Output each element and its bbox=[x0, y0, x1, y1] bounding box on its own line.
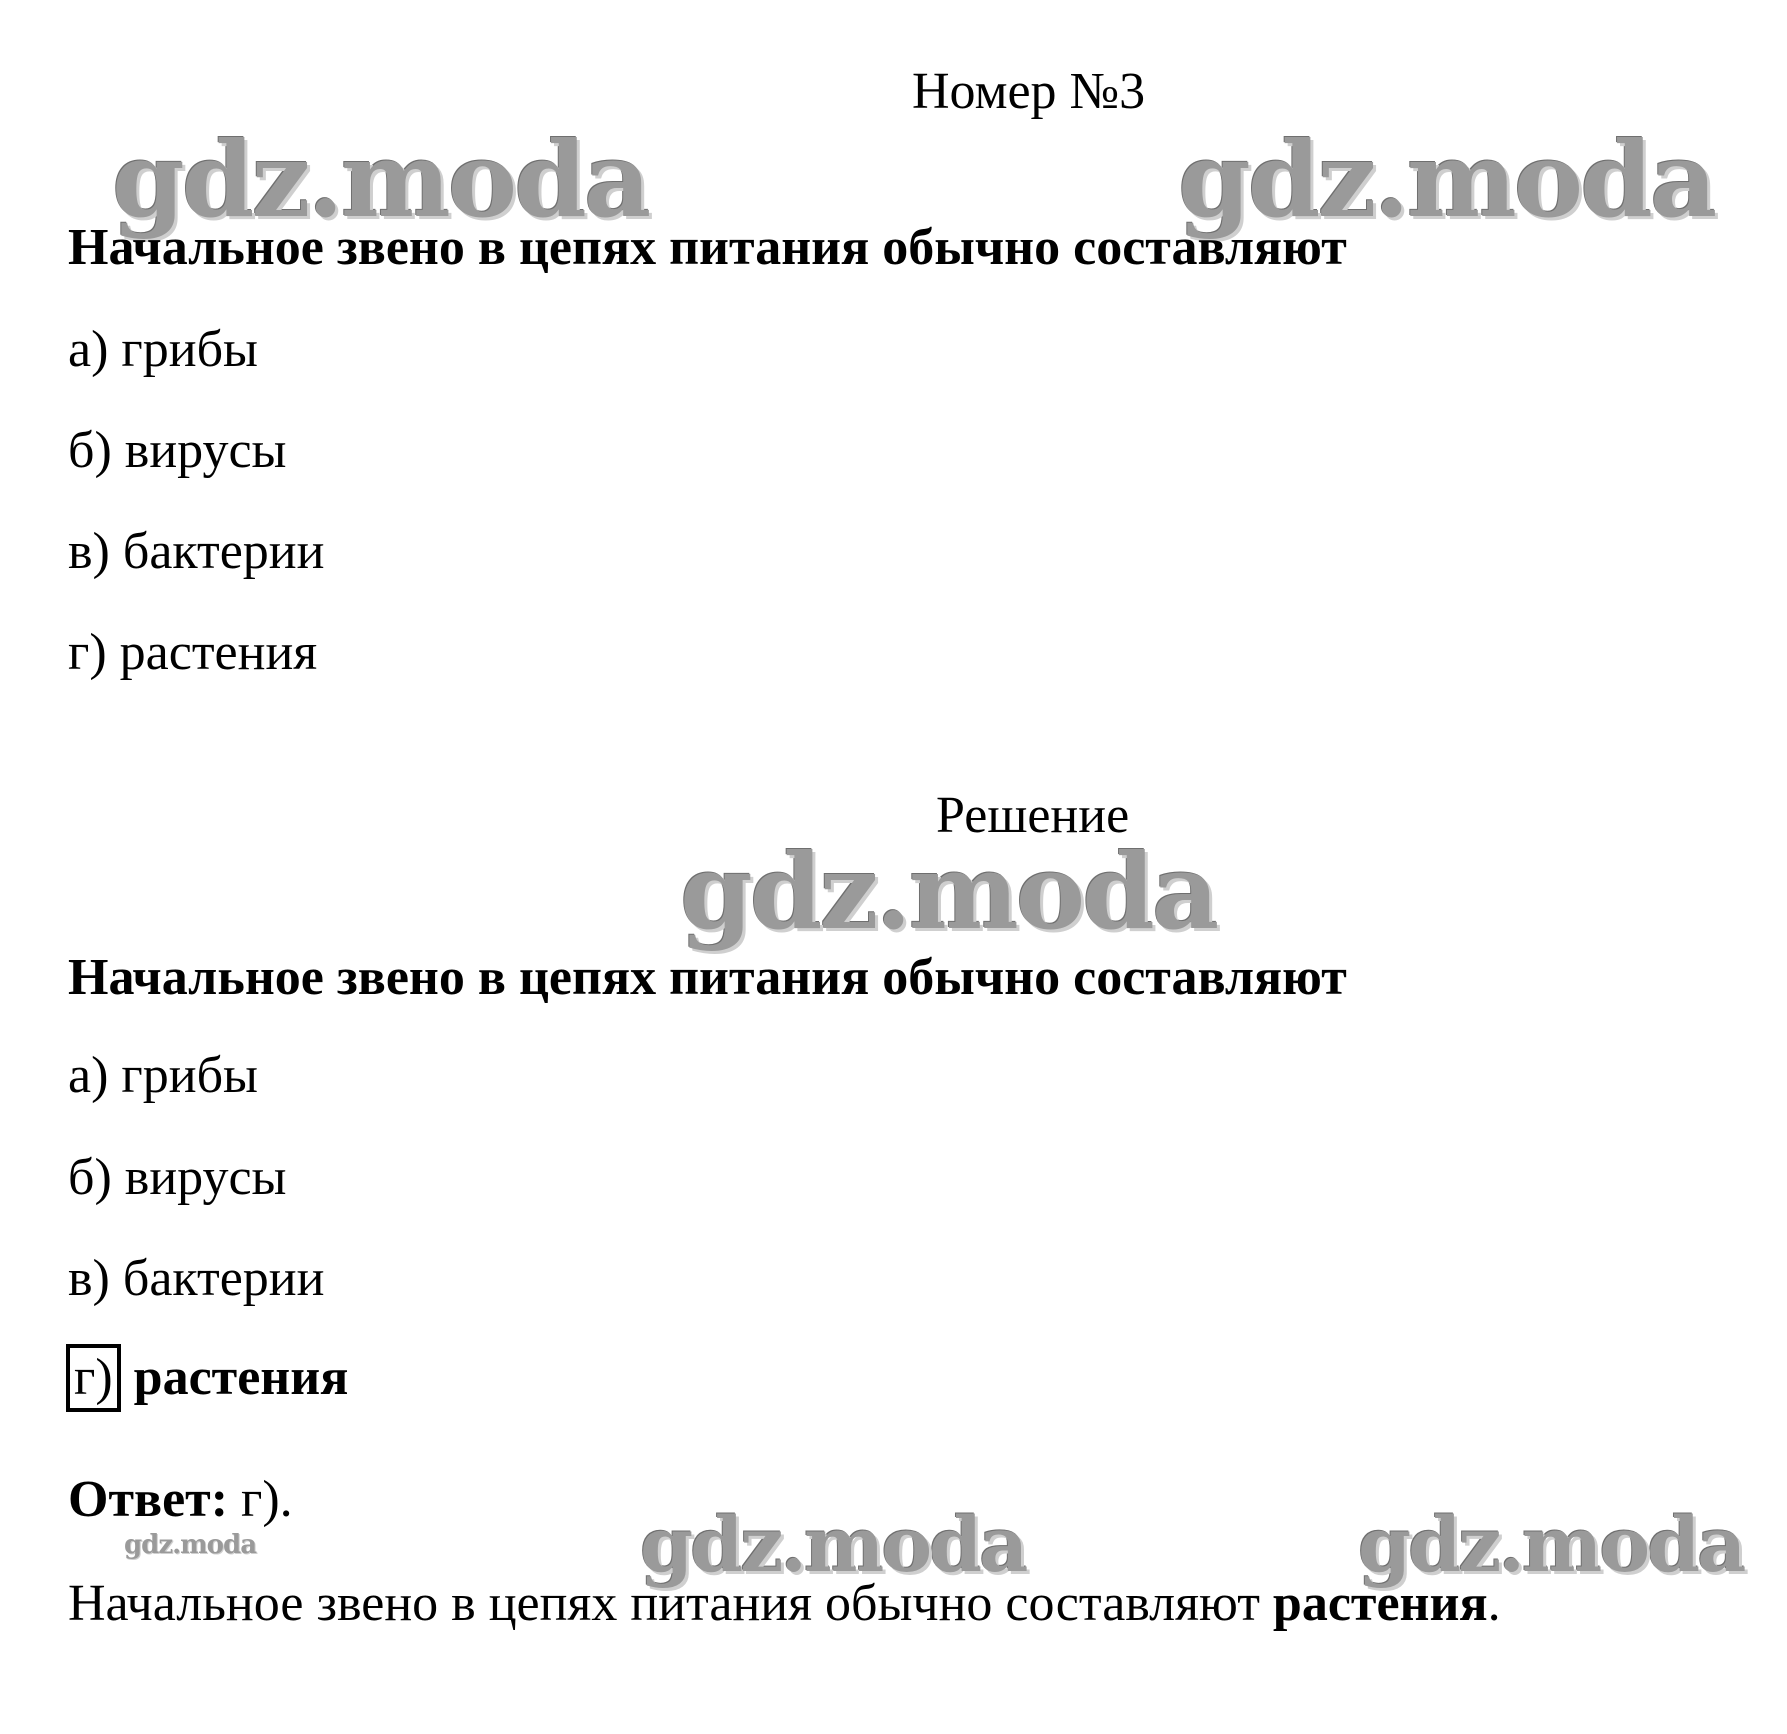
answer-value: г). bbox=[241, 1471, 293, 1528]
problem-option-c bbox=[68, 522, 324, 581]
option-text: грибы bbox=[121, 1047, 258, 1104]
problem-question: Начальное звено в цепях питания обычно составляют bbox=[68, 219, 1347, 276]
problem-option-a bbox=[68, 320, 258, 379]
option-letter: а) bbox=[68, 1047, 109, 1104]
option-letter: в) bbox=[68, 523, 110, 580]
watermark-logo: gdz.moda bbox=[1358, 1500, 1744, 1589]
solution-question: Начальное звено в цепях питания обычно составляют bbox=[68, 949, 1347, 1006]
solution-option-d-selected bbox=[66, 1344, 348, 1412]
watermark-logo: gdz.moda bbox=[112, 118, 649, 241]
selected-option-letter: г) bbox=[66, 1344, 121, 1412]
option-text: вирусы bbox=[124, 1149, 287, 1206]
option-letter: а) bbox=[68, 321, 109, 378]
solution-title: Решение bbox=[936, 787, 1130, 844]
watermark-logo: gdz.moda bbox=[1178, 118, 1715, 241]
watermark-logo: gdz.moda bbox=[124, 1530, 257, 1560]
explanation-prefix: Начальное звено в цепях питания обычно составляют bbox=[68, 1575, 1260, 1632]
watermark-logo: gdz.moda bbox=[680, 830, 1217, 953]
explanation-text bbox=[68, 1574, 1501, 1633]
watermark-logo: gdz.moda bbox=[640, 1500, 1026, 1589]
option-text: растения bbox=[119, 624, 318, 681]
solution-option-b bbox=[68, 1148, 287, 1207]
option-letter: б) bbox=[68, 1149, 112, 1206]
option-letter: в) bbox=[68, 1250, 110, 1307]
option-text: бактерии bbox=[122, 523, 325, 580]
answer-label: Ответ: bbox=[68, 1471, 229, 1528]
option-text: бактерии bbox=[122, 1250, 325, 1307]
option-text: растения bbox=[133, 1349, 349, 1406]
problem-option-b bbox=[68, 421, 287, 480]
option-text: вирусы bbox=[124, 422, 287, 479]
problem-option-d bbox=[68, 623, 317, 682]
explanation-bold: растения bbox=[1272, 1575, 1488, 1632]
solution-option-a bbox=[68, 1046, 258, 1105]
problem-title: Номер №3 bbox=[912, 63, 1146, 120]
solution-option-c bbox=[68, 1249, 324, 1308]
option-letter: г) bbox=[68, 624, 107, 681]
option-text: грибы bbox=[121, 321, 258, 378]
option-letter: б) bbox=[68, 422, 112, 479]
explanation-suffix: . bbox=[1487, 1575, 1501, 1632]
answer-line bbox=[68, 1470, 293, 1529]
